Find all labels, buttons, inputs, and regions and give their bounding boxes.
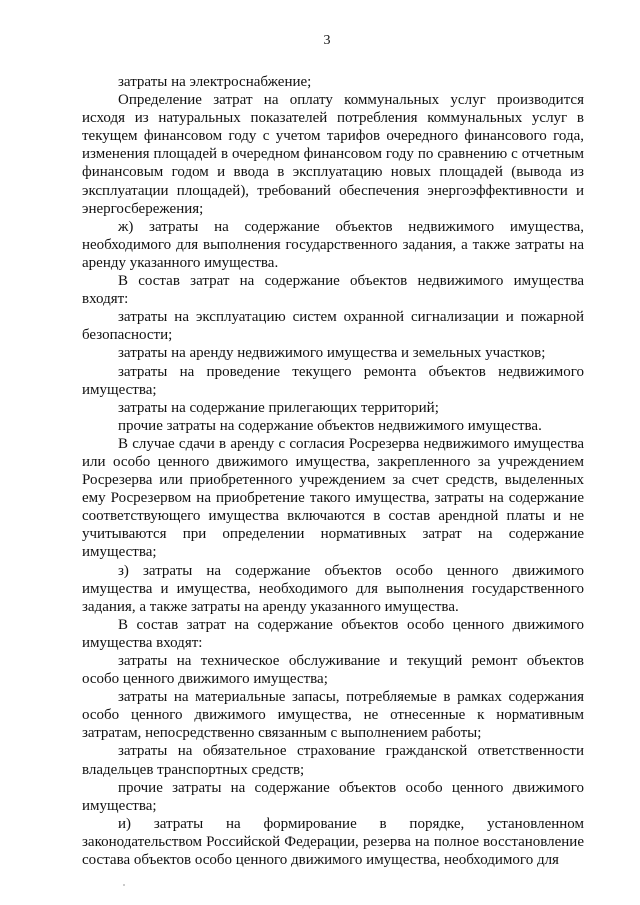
paragraph: В случае сдачи в аренду с согласия Росрезерва недвижимого имущества или особо ценного движимого имущества, закрепленного за учреждением Росрезерва или приобретенного учреждением за счет средств, выделенных ему Росрезервом на приобретение такого имущества, затраты на содержание соответствующего имущества включаются в состав арендной платы и не учитываются при определении нормативных затрат на содержание имущества;	[82, 435, 584, 561]
paragraph: затраты на техническое обслуживание и текущий ремонт объектов особо ценного движимого имущества;	[82, 653, 584, 688]
paragraph: затраты на обязательное страхование гражданской ответственности владельцев транспортных средств;	[82, 743, 584, 778]
paragraph: затраты на эксплуатацию систем охранной сигнализации и пожарной безопасности;	[82, 309, 584, 344]
paragraph: прочие затраты на содержание объектов недвижимого имущества.	[118, 417, 542, 434]
paragraph: затраты на электроснабжение;	[118, 74, 312, 90]
scan-speck	[123, 884, 125, 886]
paragraph: з) затраты на содержание объектов особо ценного движимого имущества и имущества, необходимого для выполнения государственного задания, а также затраты на аренду указанного имущества.	[82, 562, 584, 615]
paragraph: прочие затраты на содержание объектов особо ценного движимого имущества;	[82, 779, 584, 814]
paragraph: затраты на материальные запасы, потребляемые в рамках содержания особо ценного движимого имущества, не отнесенные к нормативным затратам, непосредственно связанным с выполнением работы;	[82, 689, 584, 742]
paragraph: затраты на проведение текущего ремонта объектов недвижимого имущества;	[82, 363, 584, 398]
paragraph: Определение затрат на оплату коммунальных услуг производится исходя из натуральных показателей потребления коммунальных услуг в текущем финансовом году с учетом тарифов очередного финансового года, изменения площадей в очередном финансовом году по сравнению с отчетным финансовым годом и ввода в эксплуатацию новых площадей (вывода из эксплуатации площадей), требований обеспечения энергоэффективности и энергосбережения;	[82, 92, 584, 217]
paragraph: затраты на содержание прилегающих территорий;	[118, 399, 439, 416]
paragraph: В состав затрат на содержание объектов недвижимого имущества входят:	[82, 273, 584, 308]
page-number: 3	[323, 33, 331, 48]
paragraph: затраты на аренду недвижимого имущества и земельных участков;	[118, 345, 546, 362]
paragraph: и) затраты на формирование в порядке, установленном законодательством Российской Федерации, резерва на полное восстановление состава объектов особо ценного движимого имущества, необходимого для	[82, 815, 584, 869]
paragraph: В состав затрат на содержание объектов особо ценного движимого имущества входят:	[82, 616, 584, 651]
document-body	[82, 73, 584, 869]
paragraph: ж) затраты на содержание объектов недвижимого имущества, необходимого для выполнения государственного задания, а также затраты на аренду указанного имущества.	[82, 218, 584, 271]
